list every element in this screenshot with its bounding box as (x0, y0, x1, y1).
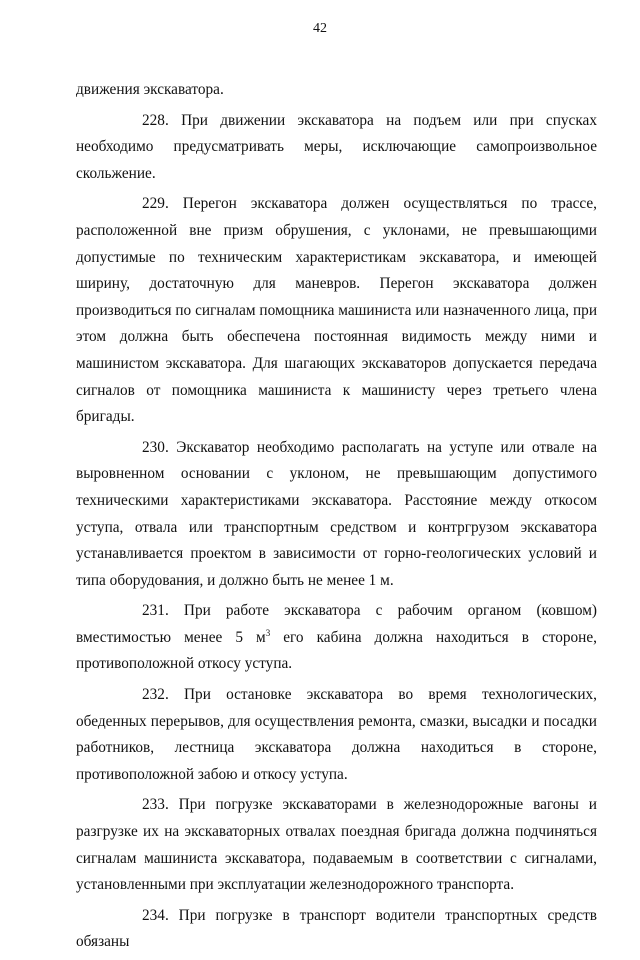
paragraph-229: 229. Перегон экскаватора должен осуществляться по трассе, расположенной вне призм обрушения, с уклонами, не превышающими допустимые по техническим характеристикам экскаватора, и имеющей ширину, достаточную для маневров. Перегон экскаватора должен производиться по сигналам помощника машиниста или назначенного лица, при этом должна быть обеспечена постоянная видимость между ними и машинистом экскаватора. Для шагающих экскаваторов допускается передача сигналов от помощника машиниста к машинисту через третьего члена бригады. (76, 195, 597, 426)
paragraph-continuation: движения экскаватора. (76, 81, 224, 98)
superscript-cubic: 3 (265, 627, 271, 638)
paragraph-231-text-end: его кабина должна находиться в стороне, противоположной откосу уступа. (76, 628, 597, 673)
paragraph-234: 234. При погрузке в транспорт водители транспортных средств обязаны (76, 906, 597, 951)
paragraph-228: 228. При движении экскаватора на подъем или при спусках необходимо предусматривать меры, исключающие самопроизвольное скольжение. (76, 111, 597, 182)
paragraph-230: 230. Экскаватор необходимо располагать на уступе или отвале на выровненном основании с уклоном, не превышающим допустимого техническими характеристиками экскаватора. Расстояние между откосом уступа, отвала или транспортным средством и контргрузом экскаватора устанавливается проектом в зависимости от горно-геологических условий и типа оборудования, и должно быть не менее 1 м. (76, 438, 597, 589)
paragraph-233: 233. При погрузке экскаваторами в железнодорожные вагоны и разгрузке их на экскаваторных отвалах поездная бригада должна подчиняться сигналам машиниста экскаватора, подаваемым в соответствии с сигналами, установленными при эксплуатации железнодорожного транспорта. (76, 796, 597, 894)
document-body (76, 77, 597, 960)
page-number: 42 (313, 21, 327, 36)
paragraph-231-text-start: 231. При работе экскаватора с рабочим органом (ковшом) вместимостью менее 5 м (76, 602, 597, 646)
paragraph-232: 232. При остановке экскаватора во время технологических, обеденных перерывов, для осуществления ремонта, смазки, высадки и посадки работников, лестница экскаватора должна находиться в стороне, противоположной забою и откосу уступа. (76, 686, 597, 783)
paragraph-231 (76, 598, 597, 678)
